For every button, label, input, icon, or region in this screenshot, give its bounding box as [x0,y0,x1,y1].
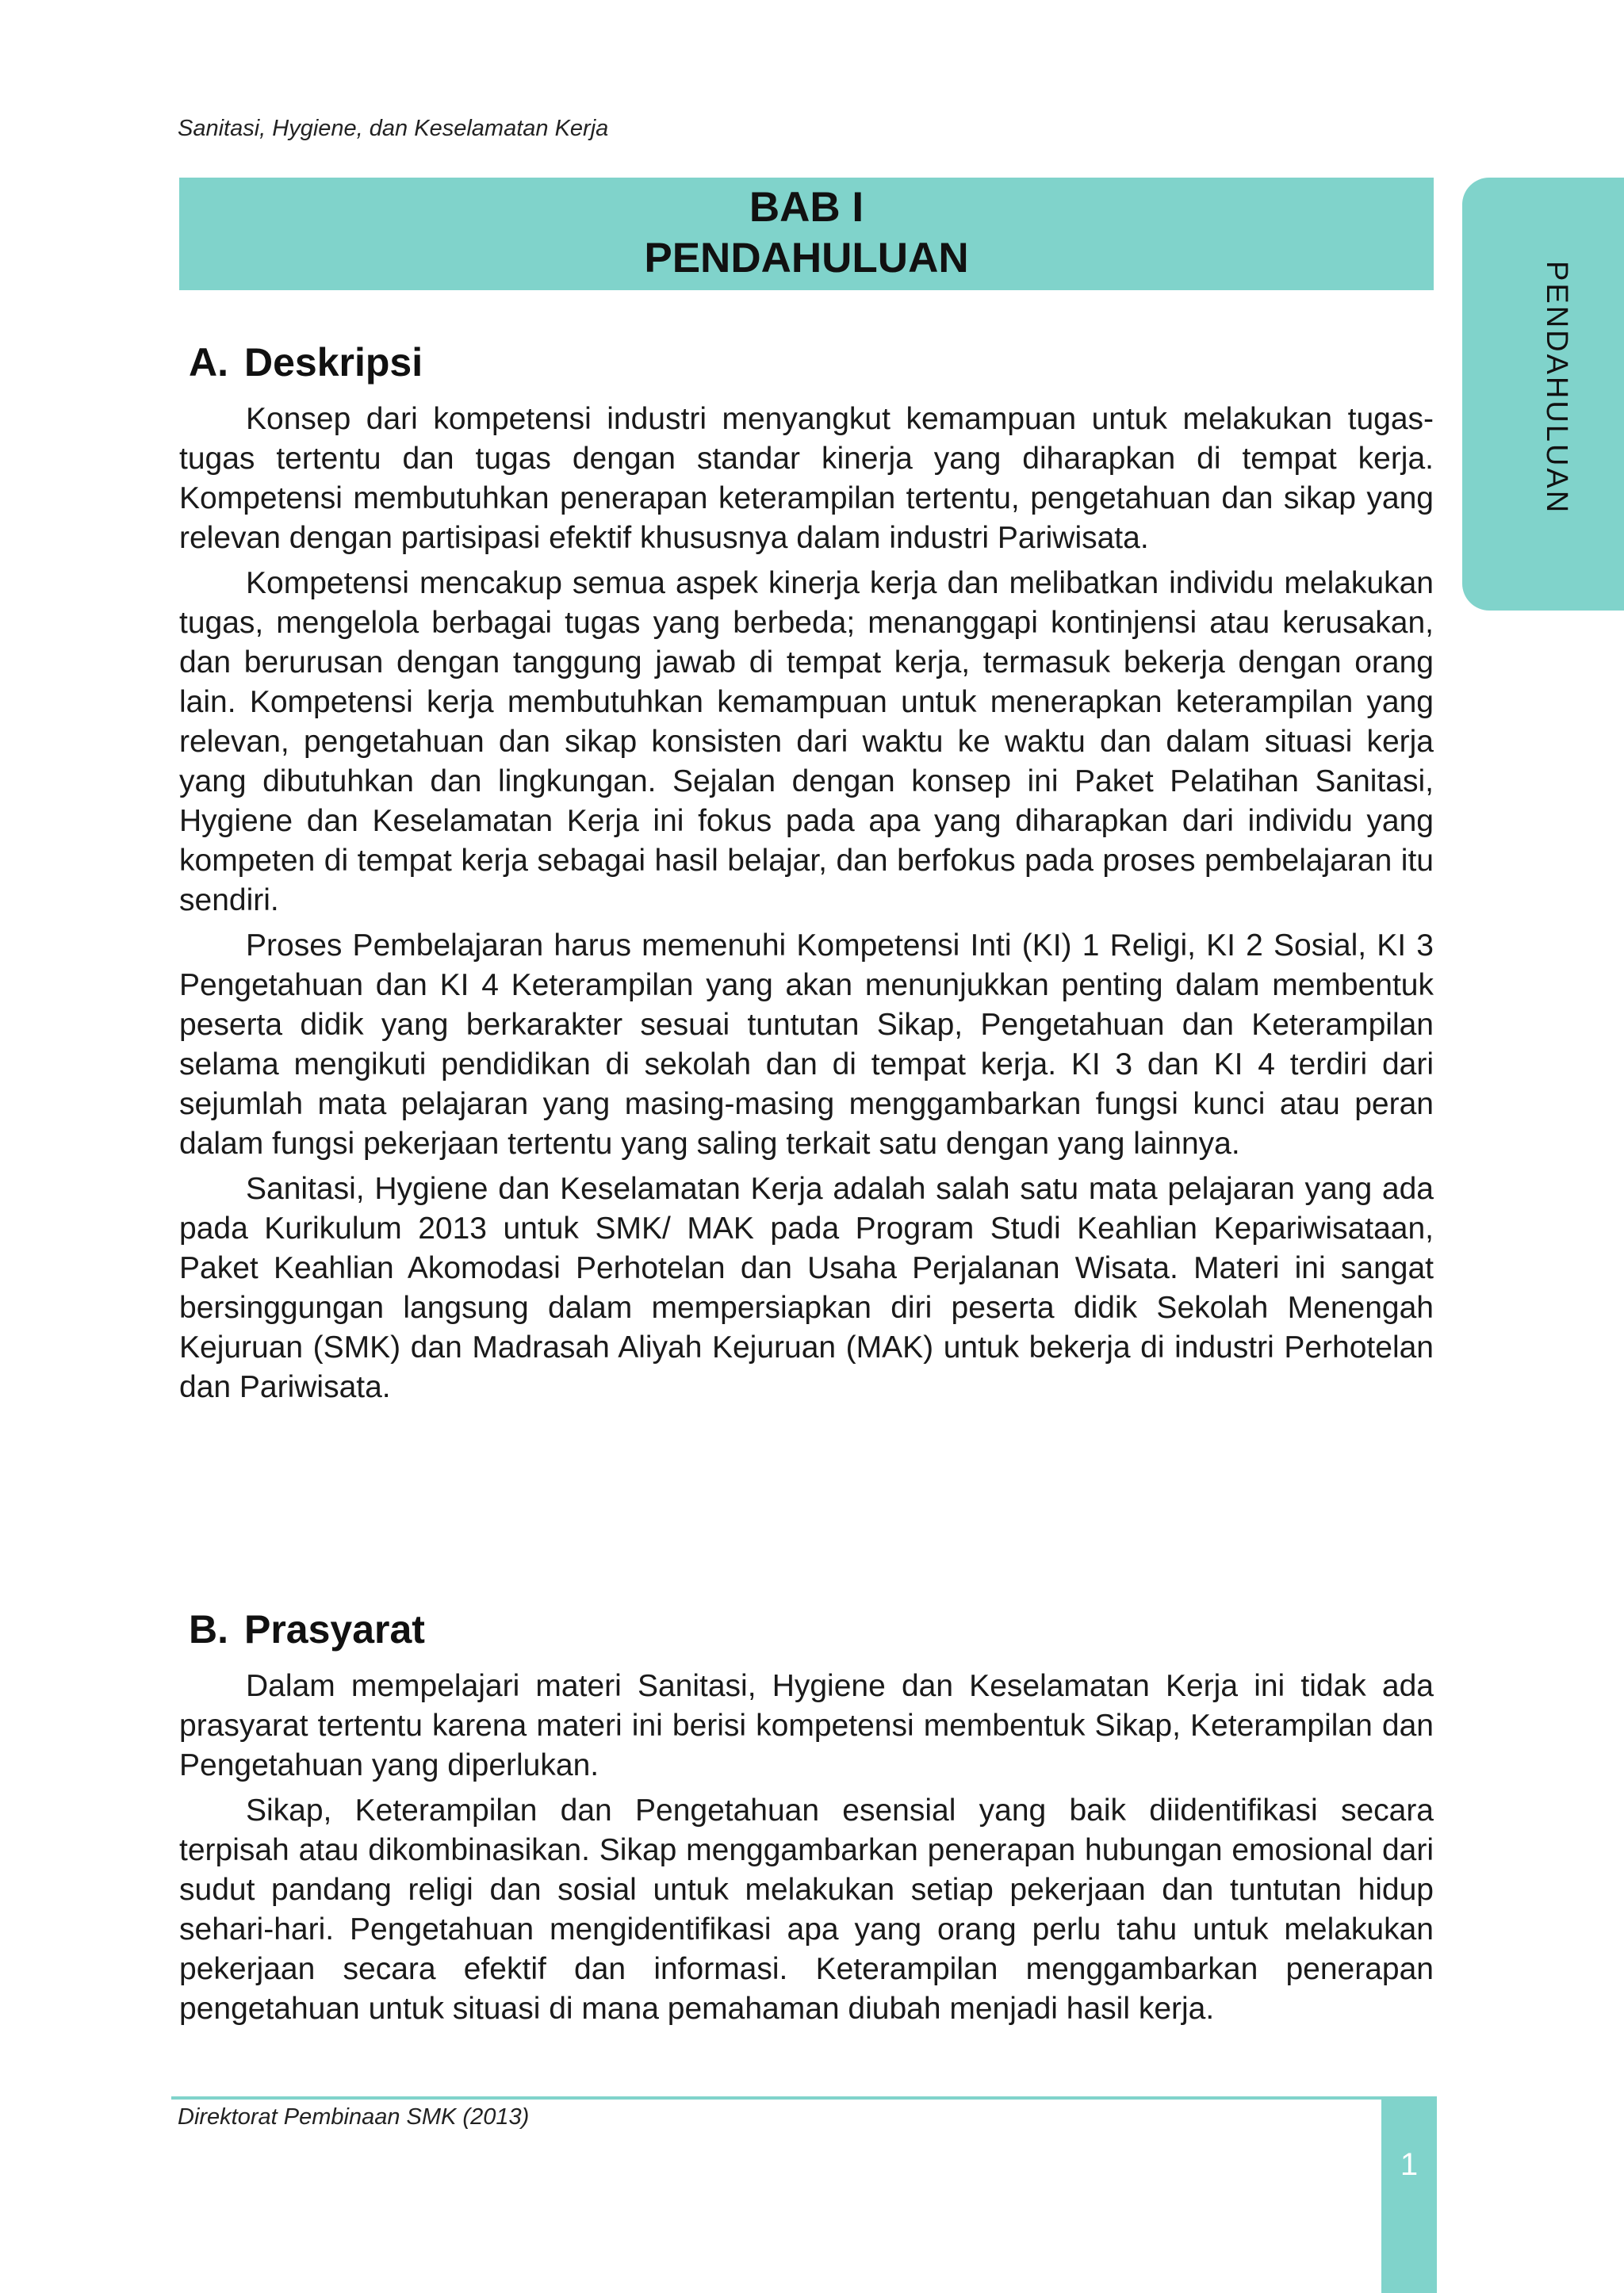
section-prasyarat [179,1606,1434,2035]
paragraph: Proses Pembelajaran harus memenuhi Kompetensi Inti (KI) 1 Religi, KI 2 Sosial, KI 3 Pengetahuan dan KI 4 Keterampilan yang akan menunjukkan penting dalam membentuk peserta didik yang berkarakter sesuai tuntutan Sikap, Pengetahuan dan Keterampilan selama mengikuti pendidikan di sekolah dan di tempat kerja. KI 3 dan KI 4 terdiri dari sejumlah mata pelajaran yang masing-masing menggambarkan fungsi kunci atau peran dalam fungsi pekerjaan tertentu yang saling terkait satu dengan yang lainnya. [179,928,1434,1161]
section-title: Deskripsi [244,340,423,385]
running-head: Sanitasi, Hygiene, dan Keselamatan Kerja [178,116,609,141]
section-heading [179,339,1434,385]
chapter-banner [179,178,1434,290]
chapter-title: PENDAHULUAN [644,235,969,281]
page-number: 1 [1400,2147,1419,2182]
section-heading [179,1606,1434,1652]
paragraph: Sikap, Keterampilan dan Pengetahuan esensial yang baik diidentifikasi secara terpisah atau dikombinasikan. Sikap menggambarkan penerapan hubungan emosional dari sudut pandang religi dan sosial untuk melakukan setiap pekerjaan dan tuntutan hidup sehari-hari. Pengetahuan mengidentifikasi apa yang orang perlu tahu untuk melakukan pekerjaan secara efektif dan informasi. Keterampilan menggambarkan penerapan pengetahuan untuk situasi di mana pemahaman diubah menjadi hasil kerja. [179,1793,1434,2026]
side-tab-label: PENDAHULUAN [1540,261,1573,515]
section-letter: B. [189,1607,228,1652]
page-number-tab [1381,2100,1437,2293]
footer-divider [171,2096,1437,2100]
paragraph: Sanitasi, Hygiene dan Keselamatan Kerja adalah salah satu mata pelajaran yang ada pada Kurikulum 2013 untuk SMK/ MAK pada Program Studi Keahlian Kepariwisataan, Paket Keahlian Akomodasi Perhotelan dan Usaha Perjalanan Wisata. Materi ini sangat bersinggungan langsung dalam mempersiapkan diri peserta didik Sekolah Menengah Kejuruan (SMK) dan Madrasah Aliyah Kejuruan (MAK) untuk bekerja di industri Perhotelan dan Pariwisata. [179,1172,1434,1404]
footer-text: Direktorat Pembinaan SMK (2013) [178,2104,530,2130]
section-letter: A. [189,340,228,385]
paragraph: Konsep dari kompetensi industri menyangkut kemampuan untuk melakukan tugas-tugas tertentu dan tugas dengan standar kinerja yang diharapkan di tempat kerja. Kompetensi membutuhkan penerapan keterampilan tertentu, pengetahuan dan sikap yang relevan dengan partisipasi efektif khususnya dalam industri Pariwisata. [179,402,1434,555]
paragraph: Kompetensi mencakup semua aspek kinerja kerja dan melibatkan individu melakukan tugas, mengelola berbagai tugas yang berbeda; menanggapi kontinjensi atau kerusakan, dan berurusan dengan tanggung jawab di tempat kerja, termasuk bekerja dengan orang lain. Kompetensi kerja membutuhkan kemampuan untuk menerapkan keterampilan yang relevan, pengetahuan dan sikap konsisten dari waktu ke waktu dan dalam situasi kerja yang dibutuhkan dan lingkungan. Sejalan dengan konsep ini Paket Pelatihan Sanitasi, Hygiene dan Keselamatan Kerja ini fokus pada apa yang diharapkan dari individu yang kompeten di tempat kerja sebagai hasil belajar, dan berfokus pada proses pembelajaran itu sendiri. [179,566,1434,917]
chapter-number: BAB I [749,184,864,231]
section-title: Prasyarat [244,1607,425,1652]
section-deskripsi [179,339,1434,1413]
side-tab [1462,178,1624,611]
paragraph: Dalam mempelajari materi Sanitasi, Hygiene dan Keselamatan Kerja ini tidak ada prasyarat tertentu karena materi ini berisi kompetensi membentuk Sikap, Keterampilan dan Pengetahuan yang diperlukan. [179,1669,1434,1782]
